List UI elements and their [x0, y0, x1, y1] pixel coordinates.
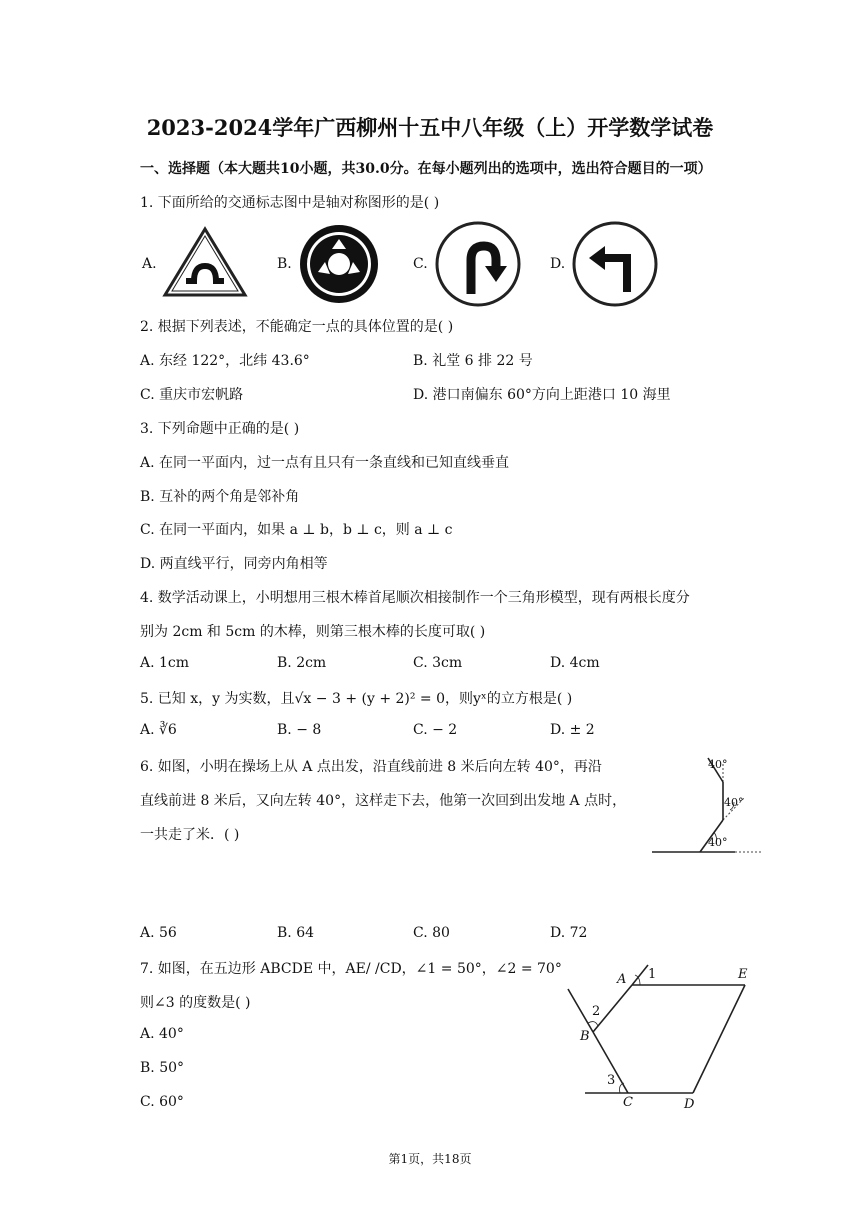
q6-option-c[interactable]: C. 80 [413, 925, 450, 941]
q6-option-d[interactable]: D. 72 [550, 925, 588, 941]
q7-option-b[interactable]: B. 50° [140, 1060, 185, 1076]
q2-option-d[interactable]: D. 港口南偏东 60°方向上距港口 10 海里 [413, 387, 671, 403]
q2-option-a[interactable]: A. 东经 122°，北纬 43.6° [140, 353, 310, 369]
question-7-line-1: 7. 如图，在五边形 ABCDE 中，AE/ /CD，∠1 = 50°，∠2 = 70° [140, 961, 562, 977]
page-footer: 第1页，共18页 [388, 1152, 472, 1166]
q1-sign-c-icon[interactable] [434, 220, 522, 308]
q1-label-c: C. [413, 256, 428, 272]
q2-option-b[interactable]: B. 礼堂 6 排 22 号 [413, 353, 533, 369]
q6-angle-label-top: 40° [708, 758, 728, 771]
q7-label-c: C [623, 1095, 633, 1110]
question-6-line-1: 6. 如图，小明在操场上从 A 点出发，沿直线前进 8 米后向左转 40°，再沿 [140, 759, 602, 775]
question-4-stem-line-1: 4. 数学活动课上，小明想用三根木棒首尾顺次相接制作一个三角形模型，现有两根长度分 [140, 590, 690, 606]
q3-option-a[interactable]: A. 在同一平面内，过一点有且只有一条直线和已知直线垂直 [140, 455, 510, 471]
question-5-stem: 5. 已知 x，y 为实数，且√x − 3 + (y + 2)² = 0，则yˣ的立方根是( ) [140, 691, 573, 707]
question-7-line-2: 则∠3 的度数是( ) [140, 995, 251, 1011]
question-3-stem: 3. 下列命题中正确的是( ) [140, 421, 300, 437]
page-title: 2023-2024学年广西柳州十五中八年级（上）开学数学试卷 [146, 115, 714, 140]
q4-option-b[interactable]: B. 2cm [277, 655, 327, 671]
question-6-line-2: 直线前进 8 米后，又向左转 40°，这样走下去，他第一次回到出发地 A 点时， [140, 793, 627, 809]
q7-label-d: D [684, 1097, 695, 1112]
question-1-stem: 1. 下面所给的交通标志图中是轴对称图形的是( ) [140, 195, 440, 211]
q7-label-e: E [738, 967, 748, 982]
section-heading: 一、选择题（本大题共10小题，共30.0分。在每小题列出的选项中，选出符合题目的一项） [140, 161, 712, 177]
q5-option-c[interactable]: C. − 2 [413, 722, 458, 738]
q7-angle-label-1: 1 [648, 967, 657, 982]
q7-label-b: B [580, 1029, 590, 1044]
q7-pentagon-diagram [560, 955, 760, 1115]
q3-option-c[interactable]: C. 在同一平面内，如果 a ⊥ b，b ⊥ c，则 a ⊥ c [140, 522, 453, 538]
q7-angle-label-3: 3 [607, 1073, 616, 1088]
q1-label-a: A. [142, 256, 157, 272]
q1-sign-b-icon[interactable] [297, 223, 381, 305]
q4-option-c[interactable]: C. 3cm [413, 655, 463, 671]
q6-angle-label-bottom: 40° [708, 836, 728, 849]
q7-option-c[interactable]: C. 60° [140, 1094, 184, 1110]
q4-option-a[interactable]: A. 1cm [140, 655, 190, 671]
q2-option-c[interactable]: C. 重庆市宏帆路 [140, 387, 244, 403]
q5-option-b[interactable]: B. − 8 [277, 722, 322, 738]
q7-option-a[interactable]: A. 40° [140, 1026, 184, 1042]
q1-sign-a-icon[interactable] [162, 226, 248, 298]
q5-option-a[interactable]: A. ∛6 [140, 722, 177, 738]
q5-option-d[interactable]: D. ± 2 [550, 722, 595, 738]
q7-label-a: A [617, 972, 627, 987]
q4-option-d[interactable]: D. 4cm [550, 655, 600, 671]
question-6-line-3: 一共走了米．( ) [140, 827, 240, 843]
q3-option-d[interactable]: D. 两直线平行，同旁内角相等 [140, 556, 328, 572]
q6-option-b[interactable]: B. 64 [277, 925, 315, 941]
q6-option-a[interactable]: A. 56 [140, 925, 177, 941]
q1-sign-d-icon[interactable] [571, 220, 659, 308]
q6-walking-path-diagram [650, 752, 765, 857]
q6-angle-label-middle: 40° [724, 796, 744, 809]
q3-option-b[interactable]: B. 互补的两个角是邻补角 [140, 489, 300, 505]
q1-label-b: B. [277, 256, 292, 272]
question-2-stem: 2. 根据下列表述，不能确定一点的具体位置的是( ) [140, 319, 454, 335]
q1-label-d: D. [550, 256, 566, 272]
question-4-stem-line-2: 别为 2cm 和 5cm 的木棒，则第三根木棒的长度可取( ) [140, 624, 486, 640]
q7-angle-label-2: 2 [592, 1004, 601, 1019]
